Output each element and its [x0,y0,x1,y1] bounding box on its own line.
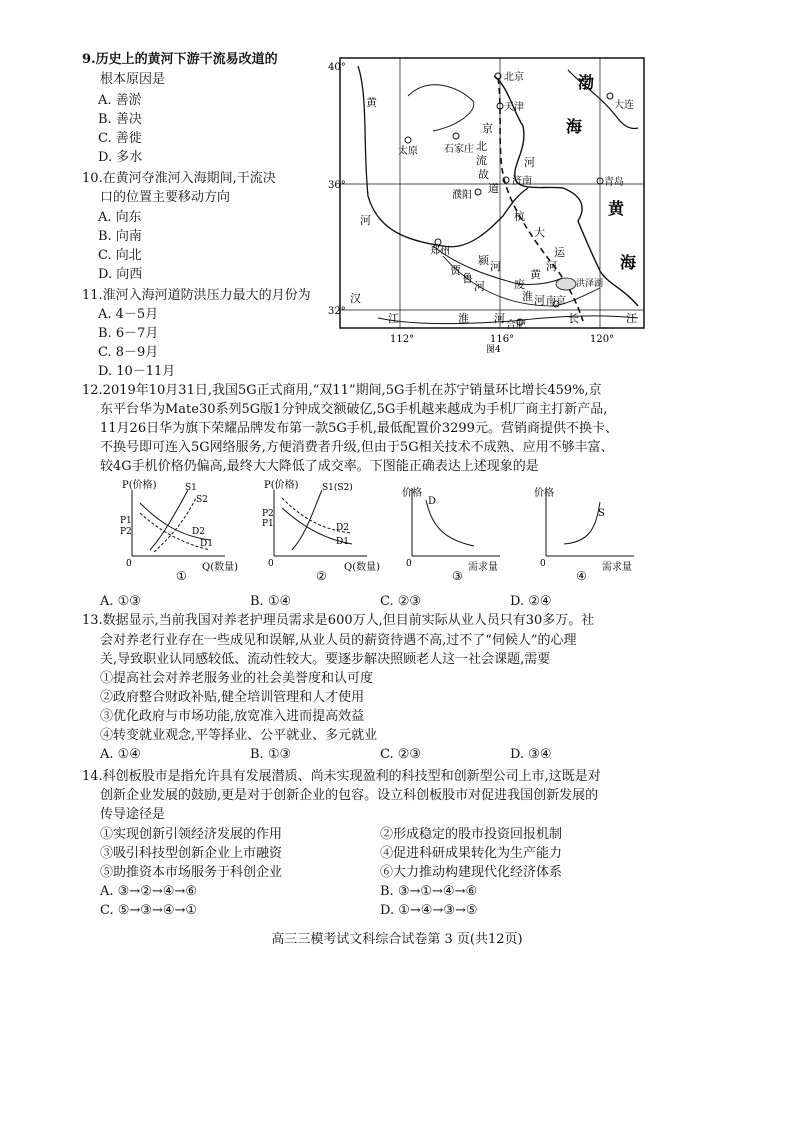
q13-item-3: ③优化政府与市场功能,放宽准入进而提高效益 [100,709,365,724]
graph-2-label: D1 [336,537,349,547]
map-caption: 图4 [486,345,501,355]
graph-1 [110,478,270,584]
q9-option-b: B. 善决 [98,112,142,127]
city-taiyuan: 太原 [398,146,418,157]
q9-stem-2: 根本原因是 [100,72,166,87]
huai-river-label: 淮 [522,290,533,303]
svg-text:0: 0 [126,559,132,569]
q13-stem-3: 关,导致职业认同感较低、流动性较大。要逐步解决照顾老人这一社会课题,需要 [100,652,551,667]
lat-label-40: 40° [328,62,346,73]
canal-label: 运 [554,246,565,259]
q13-stem-1: 13.数据显示,当前我国对养老护理员需求是600万人,但目前实际从业人员只有30多万。社 [82,613,595,628]
graph-2-label: S1(S2) [322,483,353,493]
graph-1-xlabel: Q(数量) [202,562,239,573]
q12-option-d: D. ②④ [510,594,552,609]
city-qingdao: 青岛 [604,177,624,188]
graph-1-ylabel: P(价格) [122,480,157,491]
ying-river-label: 颍 [478,254,489,267]
lon-label-112: 112° [390,334,415,345]
canal-label: 京 [482,122,493,135]
sea-bo: 渤 [578,73,595,92]
graph-1-label: S1 [185,483,197,493]
q11-option-b: B. 6－7月 [98,326,159,341]
huai-river-label: 河 [534,294,545,307]
q12-stem-4: 不换号即可连入5G网络服务,方便消费者升级,但由于5G相关技术不成熟、应用不够丰富、 [100,440,614,455]
river-label: 江 [626,312,637,325]
graph-3-xlabel: 需求量 [468,562,498,573]
q14-item-6: ⑥大力推动构建现代化经济体系 [380,865,563,880]
q10-option-d: D. 向西 [98,267,143,282]
graph-2-label: D2 [336,523,349,533]
graph-4 [530,478,660,584]
graph-2-xlabel: Q(数量) [344,562,381,573]
city-beijing: 北京 [504,72,524,83]
river-label: 长 [568,312,579,325]
q14-stem-2: 创新企业发展的鼓励,更是对于创新企业的包容。设立科创板股市对促进我国创新发展的 [100,788,599,803]
q13-stem-2: 会对养老行业存在一些成见和误解,从业人员的薪资待遇不高,过不了“伺候人”的心理 [100,633,577,648]
q13-item-4: ④转变就业观念,平等择业、公平就业、多元就业 [100,728,378,743]
q9-stem-1: 9.历史上的黄河下游干流易改道的 [82,52,278,67]
graph-2-ylabel: P(价格) [264,480,299,491]
q13-option-b: B. ①③ [250,747,292,762]
graph-1-label: P2 [120,527,132,537]
jialu-river-label: 鲁 [462,272,473,285]
river-label: 黄 [366,96,377,109]
graph-2-label: P1 [262,519,274,529]
old-course-label: 北 [476,140,487,153]
city-jinan: 济南 [512,176,532,187]
city-puyang: 濮阳 [452,190,472,201]
graph-1-number: ① [176,569,187,583]
q10-stem-1: 10.在黄河夺淮河入海期间,干流决 [82,171,276,186]
svg-text:0: 0 [268,559,274,569]
canal-label: 河 [524,156,535,169]
q14-item-1: ①实现创新引领经济发展的作用 [100,827,283,842]
abandoned-river-label: 河 [546,260,557,273]
q12-stem-1: 12.2019年10月31日,我国5G正式商用,“双11”期间,5G手机在苏宁销量环比增长459%,京 [82,383,602,398]
canal-label: 大 [534,226,545,239]
city-hefei: 合肥 [506,320,526,331]
graph-4-xlabel: 需求量 [602,562,632,573]
city-dalian: 大连 [614,100,634,111]
q12-option-a: A. ①③ [100,594,141,609]
graph-1-label: D1 [200,539,213,549]
graph-1-label: S2 [196,495,208,505]
city-shijiazhuang: 石家庄 [444,144,474,155]
q9-option-d: D. 多水 [98,150,143,165]
q14-option-d: D. ①→④→③→⑤ [380,903,478,918]
q14-stem-3: 传导途径是 [100,807,166,822]
graph-2-number: ② [316,569,327,583]
river-label: 江 [388,312,399,325]
q14-item-2: ②形成稳定的股市投资回报机制 [380,827,563,842]
page-footer: 高三三模考试文科综合试卷第 3 页(共12页) [271,932,523,947]
lat-label-32: 32° [328,306,346,317]
lon-label-116: 116° [490,334,515,345]
q14-item-3: ③吸引科技型创新企业上市融资 [100,846,283,861]
graph-4-number: ④ [576,569,587,583]
q12-stem-3: 11月26日华为旗下荣耀品牌发布第一款5G手机,最低配置价3299元。营销商提供不换卡、 [100,421,618,436]
river-label: 淮 [458,312,469,325]
sea-huang: 黄 [608,199,625,218]
q9-option-c: C. 善徙 [98,131,142,146]
q12-stem-5: 较4G手机价格仍偏高,最终大大降低了成交率。下图能正确表达上述现象的是 [100,459,539,474]
sea-bo-hai: 海 [566,117,583,136]
q9-option-a: A. 善淤 [98,93,142,108]
city-tianjin: 天津 [504,102,524,113]
old-course-label: 流 [476,154,487,167]
sea-huang-hai: 海 [620,253,637,272]
q12-option-c: C. ②③ [380,594,422,609]
graph-1-label: D2 [192,527,205,537]
q11-option-d: D. 10－11月 [98,364,176,379]
q13-option-d: D. ③④ [510,747,552,762]
q14-option-a: A. ③→②→④→⑥ [100,884,197,899]
graph-1-label: P1 [120,516,132,526]
q13-item-1: ①提高社会对养老服务业的社会美誉度和认可度 [100,671,374,686]
q14-stem-1: 14.科创板股市是指允许具有发展潜质、尚未实现盈利的科技型和创新型公司上市,这既是对 [82,769,601,784]
city-nanjing: 南京 [546,296,566,307]
graph-4-ylabel: 价格 [534,488,554,499]
q12-option-b: B. ①④ [250,594,292,609]
yellow-river-map [328,56,646,355]
q11-option-a: A. 4－5月 [98,307,159,322]
svg-text:0: 0 [406,559,412,569]
q13-option-c: C. ②③ [380,747,422,762]
q14-item-5: ⑤助推资本市场服务于科创企业 [100,865,283,880]
river-label: 河 [494,312,505,325]
lon-label-120: 120° [590,334,615,345]
q11-stem-1: 11.淮河入海河道防洪压力最大的月份为 [82,288,311,303]
ying-river-label: 河 [490,260,501,273]
q13-option-a: A. ①④ [100,747,141,762]
q10-option-b: B. 向南 [98,229,142,244]
river-label: 河 [360,214,371,227]
lake-hongze: 洪泽湖 [576,279,604,289]
q10-option-a: A. 向东 [98,210,142,225]
abandoned-river-label: 废 [514,278,525,291]
q10-option-c: C. 向北 [98,248,142,263]
graph-2 [252,478,402,584]
q14-item-4: ④促进科研成果转化为生产能力 [380,846,563,861]
old-course-label: 道 [488,182,499,195]
river-label: 汉 [350,292,361,305]
old-course-label: 故 [478,168,489,181]
q12-stem-2: 东平台华为Mate30系列5G版1分钟成交额破亿,5G手机越来越成为手机厂商主打新产品, [100,402,608,417]
graph-4-label: S [598,508,605,519]
graph-3 [396,478,526,584]
city-zhengzhou: 郑州 [430,246,450,257]
q13-item-2: ②政府整合财政补贴,健全培训管理和人才使用 [100,690,365,705]
graph-2-label: P2 [262,509,274,519]
q10-stem-2: 口的位置主要移动方向 [100,190,231,205]
q11-option-c: C. 8－9月 [98,345,159,360]
jialu-river-label: 河 [474,280,485,293]
svg-text:0: 0 [540,559,546,569]
canal-label: 杭 [514,210,525,223]
q14-option-c: C. ⑤→③→④→① [100,903,198,918]
q14-option-b: B. ③→①→④→⑥ [380,884,478,899]
graph-3-ylabel: 价格 [402,488,422,499]
graph-3-label: D [428,496,437,507]
abandoned-river-label: 黄 [530,268,541,281]
jialu-river-label: 贾 [450,264,461,277]
lat-label-36: 36° [328,180,346,191]
graph-3-number: ③ [452,569,463,583]
